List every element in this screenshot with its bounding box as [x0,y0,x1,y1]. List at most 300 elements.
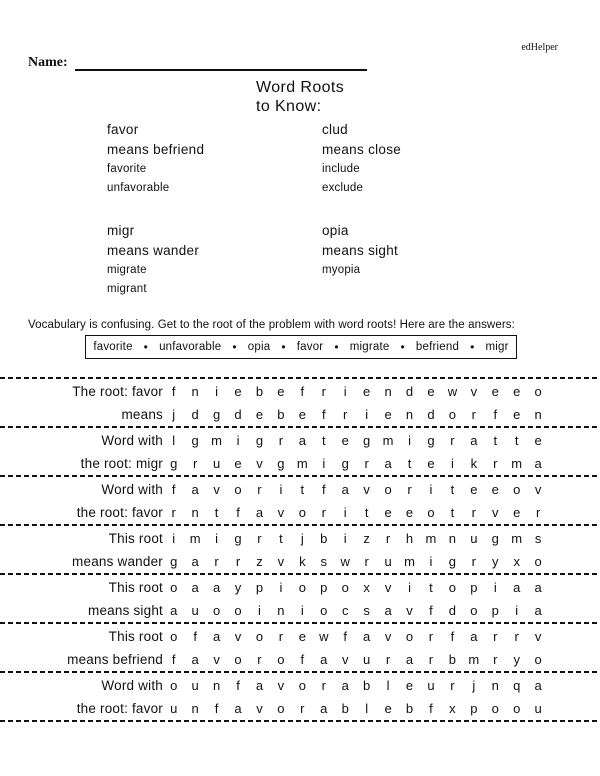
puzzle-letter: m [211,432,223,448]
root-group [322,119,401,198]
puzzle-letter: n [277,602,285,618]
puzzle-letter: x [513,553,520,569]
puzzle-letter: v [534,628,542,644]
puzzle-letter: a [320,651,328,667]
puzzle-letter: a [170,602,178,618]
puzzle-letter: d [427,406,435,422]
puzzle-letter: z [256,553,263,569]
puzzle-letter: n [491,677,499,693]
puzzle-row [0,428,600,475]
puzzle-letter: v [470,383,478,399]
puzzle-letter: v [213,651,220,667]
puzzle-letter: a [534,677,542,693]
puzzle-letter: o [277,651,285,667]
puzzle-letter: e [405,504,414,520]
puzzle-letter: e [491,481,499,497]
bullet-separator: • [281,340,286,354]
puzzle-letter: x [449,700,456,716]
puzzle-letter: y [234,579,242,595]
puzzle-letter: g [212,406,221,422]
puzzle-row [0,379,600,426]
puzzle-letter: r [257,481,262,497]
puzzle-letter: n [534,406,542,422]
puzzle-letter: m [189,530,201,546]
puzzle-letter: e [234,455,242,471]
puzzle-letter: r [257,651,262,667]
puzzle-letter: o [298,677,306,693]
puzzle-letter: e [298,406,306,422]
puzzle-letter: e [491,383,499,399]
puzzle-letter: p [470,700,478,716]
puzzle-letter: i [343,383,347,399]
puzzle-letter: n [191,504,199,520]
puzzle-letter: r [192,455,198,471]
answer-word: unfavorable [159,341,222,353]
puzzle-letter: e [427,383,435,399]
puzzle-letter: u [212,455,221,471]
puzzle-letter: i [215,530,219,546]
puzzle-letter: f [171,383,176,399]
puzzle-letter: i [300,602,304,618]
puzzle-letter: r [471,553,477,569]
puzzle-letter: t [493,432,498,448]
answer-word: befriend [415,341,460,353]
puzzle-letter: i [258,602,261,618]
puzzle-letter: m [404,553,415,569]
puzzle-letter: s [363,602,370,618]
brand-logo: edHelper [521,42,558,53]
letter-sequence [163,433,549,448]
puzzle-letter: v [406,602,413,618]
puzzle-letter: t [450,481,455,497]
puzzle-line [0,403,600,426]
puzzle-letter: r [428,651,434,667]
puzzle-row-label: means sight [88,602,163,618]
puzzle-letter: f [236,504,240,520]
title-line-2: to Know: [256,98,322,115]
letter-sequence [163,554,549,569]
puzzle-letter: u [191,677,199,693]
puzzle-letter: e [255,406,264,422]
root-group [107,220,322,299]
puzzle-letter: e [534,432,542,448]
puzzle-letter: r [364,455,369,471]
puzzle-row-label: The root: favor [72,383,163,399]
puzzle-letter: o [234,481,242,497]
puzzle-letter: g [277,455,285,471]
puzzle-letter: c [341,602,349,618]
puzzle-letter: v [384,628,392,644]
puzzle-letter: p [470,579,478,595]
puzzle-letter: i [172,530,176,546]
root-name: favor [107,122,139,137]
puzzle-letter: a [191,481,199,497]
puzzle-letter: m [382,432,394,448]
puzzle-letter: v [341,651,349,667]
puzzle-letter: t [450,504,455,520]
puzzle-letter: r [385,651,391,667]
puzzle-letter: r [428,628,434,644]
puzzle-letter: w [447,383,458,399]
puzzle-letter: r [385,530,391,546]
puzzle-letter: g [191,432,199,448]
letter-sequence [163,384,549,399]
puzzle-line [0,648,600,671]
puzzle-letter: s [534,530,542,546]
puzzle-letter: r [321,383,326,399]
puzzle-letter: v [492,504,499,520]
puzzle-letter: i [343,504,347,520]
puzzle-letter: a [320,700,328,716]
puzzle-letter: f [300,383,305,399]
puzzle-letter: i [429,553,433,569]
puzzle-letter: f [321,481,326,497]
letter-sequence [163,603,549,618]
puzzle-row [0,624,600,671]
puzzle-letter: e [384,504,392,520]
puzzle-letter: b [363,677,371,693]
puzzle-letter: r [235,553,241,569]
puzzle-letter: o [491,700,499,716]
root-example-word: migrate [107,264,147,276]
root-example-word: migrant [107,283,147,295]
puzzle-letter: e [513,406,521,422]
puzzle-letter: a [191,553,199,569]
puzzle-letter: t [279,530,283,546]
puzzle-letter: g [234,530,242,546]
puzzle-line [0,674,600,697]
answer-word: favor [296,341,324,353]
puzzle-letter: v [277,504,285,520]
puzzle-letter: e [363,383,371,399]
puzzle-letter: k [299,553,306,569]
puzzle-letter: l [386,677,390,693]
puzzle-letter: u [363,651,371,667]
puzzle-letter: f [343,628,348,644]
puzzle-row-label: Word with [101,677,163,693]
puzzle-letter: b [341,700,349,716]
puzzle-row [0,526,600,573]
puzzle-letter: f [493,406,498,422]
puzzle-letter: m [425,530,437,546]
puzzle-letter: i [365,406,369,422]
puzzle-letter: i [279,579,283,595]
roots-grid [107,119,401,299]
answer-word: favorite [93,341,133,353]
puzzle-letter: e [234,383,242,399]
root-example-word: myopia [322,264,361,276]
puzzle-letter: r [321,677,326,693]
puzzle-letter: n [448,530,457,546]
puzzle-letter: a [212,579,221,595]
puzzle-row-label: means befriend [67,651,163,667]
puzzle-letter: g [170,553,178,569]
bullet-separator: • [232,340,237,354]
puzzle-letter: v [256,455,263,471]
puzzle-letter: b [255,383,264,399]
puzzle-letter: h [405,530,414,546]
puzzle-row-label: the root: migr [80,455,163,471]
puzzle-letter: a [405,651,414,667]
root-example-word: unfavorable [107,182,170,194]
puzzle-letter: g [427,432,435,448]
root-example-word: include [322,163,360,175]
bullet-separator: • [400,340,405,354]
puzzle-row-label: means [121,406,163,422]
puzzle-letter: a [470,628,478,644]
puzzle-letter: o [384,481,392,497]
puzzle-letter: i [408,579,411,595]
puzzle-letter: i [236,432,240,448]
puzzle-letter: o [170,628,178,644]
puzzle-letter: i [450,455,454,471]
puzzle-letter: a [384,455,392,471]
puzzle-letter: a [384,602,392,618]
puzzle-letter: o [534,383,542,399]
puzzle-letter: f [193,628,197,644]
puzzle-letter: u [534,700,542,716]
puzzle-letter: r [321,504,326,520]
puzzle-letter: f [300,651,305,667]
puzzle-letter: i [515,602,519,618]
puzzle-letter: o [448,406,457,422]
intro-text: Vocabulary is confusing. Get to the root of the problem with word roots! Here are the answers: [28,319,515,331]
puzzle-letter: g [255,432,264,448]
puzzle-letter: r [450,677,455,693]
answer-bank-box [85,335,517,359]
puzzle-letter: x [363,579,370,595]
puzzle-letter: r [278,628,284,644]
puzzle-letter: o [513,481,521,497]
puzzle-letter: s [320,553,328,569]
letter-sequence [163,456,549,471]
puzzle-letter: p [255,579,264,595]
puzzle-letter: r [493,651,498,667]
bullet-separator: • [143,340,149,354]
puzzle-letter: j [300,530,304,546]
name-label: Name: [28,55,68,70]
puzzle-letter: r [364,553,369,569]
puzzle-letter: r [535,504,541,520]
root-example-word: exclude [322,182,364,194]
puzzle-letter: n [212,677,221,693]
puzzle-letter: e [513,504,521,520]
puzzle-letter: r [514,628,519,644]
puzzle-letter: r [343,406,348,422]
puzzle-letter: a [255,504,264,520]
puzzle-letter: q [513,677,521,693]
puzzle-row [0,575,600,622]
puzzle-letter: j [472,677,476,693]
puzzle-letter: a [534,579,542,595]
puzzle-letter: e [470,481,478,497]
puzzle-letter: e [405,677,414,693]
puzzle-letter: g [491,530,499,546]
puzzle-letter: i [343,530,347,546]
letter-sequence [163,407,549,422]
puzzle-letter: o [234,651,242,667]
puzzle-letter: a [298,432,306,448]
puzzle-row-label: means wander [72,553,163,569]
puzzle-letter: n [191,383,199,399]
puzzle-section [0,377,600,722]
puzzle-letter: a [234,700,242,716]
puzzle-letter: f [171,651,176,667]
name-row [28,54,367,71]
letter-sequence [163,531,549,546]
puzzle-letter: a [191,579,199,595]
puzzle-letter: l [365,700,369,716]
puzzle-letter: u [191,602,199,618]
puzzle-letter: w [319,628,329,644]
puzzle-letter: t [514,432,519,448]
bullet-separator: • [470,340,475,354]
puzzle-row-label: This root [108,579,163,595]
puzzle-letter: v [534,481,542,497]
puzzle-line [0,576,600,599]
puzzle-letter: o [170,677,178,693]
puzzle-letter: r [278,432,284,448]
puzzle-letter: o [212,602,221,618]
puzzle-letter: r [257,530,262,546]
puzzle-letter: u [170,700,178,716]
puzzle-letter: e [384,406,392,422]
puzzle-letter: f [214,700,219,716]
puzzle-letter: n [384,383,392,399]
puzzle-letter: j [172,406,176,422]
puzzle-letter: t [321,432,326,448]
puzzle-letter: g [448,553,457,569]
puzzle-line [0,697,600,720]
puzzle-letter: f [429,602,433,618]
puzzle-line [0,380,600,403]
puzzle-letter: o [234,602,242,618]
bullet-separator: • [334,340,339,354]
puzzle-letter: i [408,432,411,448]
puzzle-letter: g [363,432,371,448]
puzzle-letter: z [363,530,370,546]
root-name: migr [107,223,135,238]
puzzle-letter: m [296,455,308,471]
puzzle-letter: r [407,481,412,497]
puzzle-letter: r [471,406,477,422]
puzzle-letter: o [534,651,542,667]
puzzle-letter: i [322,455,326,471]
puzzle-line [0,625,600,648]
root-meaning: means befriend [107,142,205,157]
puzzle-letter: d [448,602,457,618]
letter-sequence [163,701,549,716]
puzzle-letter: b [320,530,328,546]
puzzle-letter: y [513,651,520,667]
puzzle-letter: v [234,628,242,644]
puzzle-letter: a [341,481,349,497]
puzzle-letter: o [298,579,306,595]
puzzle-letter: o [170,579,178,595]
puzzle-letter: p [491,602,499,618]
puzzle-letter: y [492,553,499,569]
puzzle-letter: o [448,579,457,595]
puzzle-row [0,673,600,720]
answer-word: opia [247,341,271,353]
letter-sequence [163,505,549,520]
puzzle-row-label: This root [108,628,163,644]
puzzle-letter: d [405,383,414,399]
puzzle-letter: a [255,677,264,693]
puzzle-row-label: This root [108,530,163,546]
puzzle-letter: n [405,406,414,422]
puzzle-letter: o [298,504,306,520]
puzzle-letter: o [341,579,349,595]
puzzle-letter: v [256,700,263,716]
puzzle-row-label: the root: favor [76,504,163,520]
puzzle-letter: k [470,455,478,471]
puzzle-letter: e [277,383,285,399]
puzzle-letter: o [277,700,285,716]
puzzle-letter: a [212,628,221,644]
puzzle-letter: e [513,383,521,399]
root-group [107,119,322,198]
puzzle-line [0,452,600,475]
puzzle-letter: o [470,602,478,618]
puzzle-letter: g [170,455,178,471]
root-meaning: means close [322,142,402,157]
puzzle-letter: a [534,602,542,618]
puzzle-letter: p [320,579,328,595]
puzzle-letter: r [214,553,219,569]
puzzle-letter: o [513,700,521,716]
puzzle-letter: a [363,628,371,644]
letter-sequence [163,652,549,667]
puzzle-letter: u [470,530,478,546]
puzzle-letter: a [341,677,349,693]
puzzle-letter: g [341,455,349,471]
root-meaning: means wander [107,243,200,258]
dashed-divider [0,720,600,722]
puzzle-letter: o [534,553,542,569]
name-blank-line[interactable] [75,54,367,71]
puzzle-letter: b [405,700,414,716]
puzzle-letter: u [384,553,392,569]
letter-sequence [163,482,549,497]
puzzle-letter: e [427,455,435,471]
puzzle-letter: r [493,455,498,471]
letter-sequence [163,629,549,644]
puzzle-letter: d [234,406,242,422]
puzzle-line [0,550,600,573]
puzzle-letter: i [279,481,283,497]
puzzle-letter: f [450,628,455,644]
puzzle-letter: v [277,553,285,569]
puzzle-letter: a [513,579,521,595]
puzzle-letter: i [215,383,219,399]
title-line-1: Word Roots [256,79,345,96]
puzzle-letter: r [171,504,176,520]
puzzle-letter: o [405,628,414,644]
puzzle-letter: t [214,504,219,520]
puzzle-letter: a [470,432,478,448]
puzzle-letter: t [407,455,412,471]
puzzle-letter: e [298,628,306,644]
puzzle-line [0,599,600,622]
puzzle-letter: a [191,651,199,667]
puzzle-letter: r [300,700,305,716]
puzzle-letter: t [300,481,305,497]
puzzle-letter: b [277,406,285,422]
root-name: opia [322,223,349,238]
puzzle-letter: u [427,677,435,693]
root-name: clud [322,122,348,137]
